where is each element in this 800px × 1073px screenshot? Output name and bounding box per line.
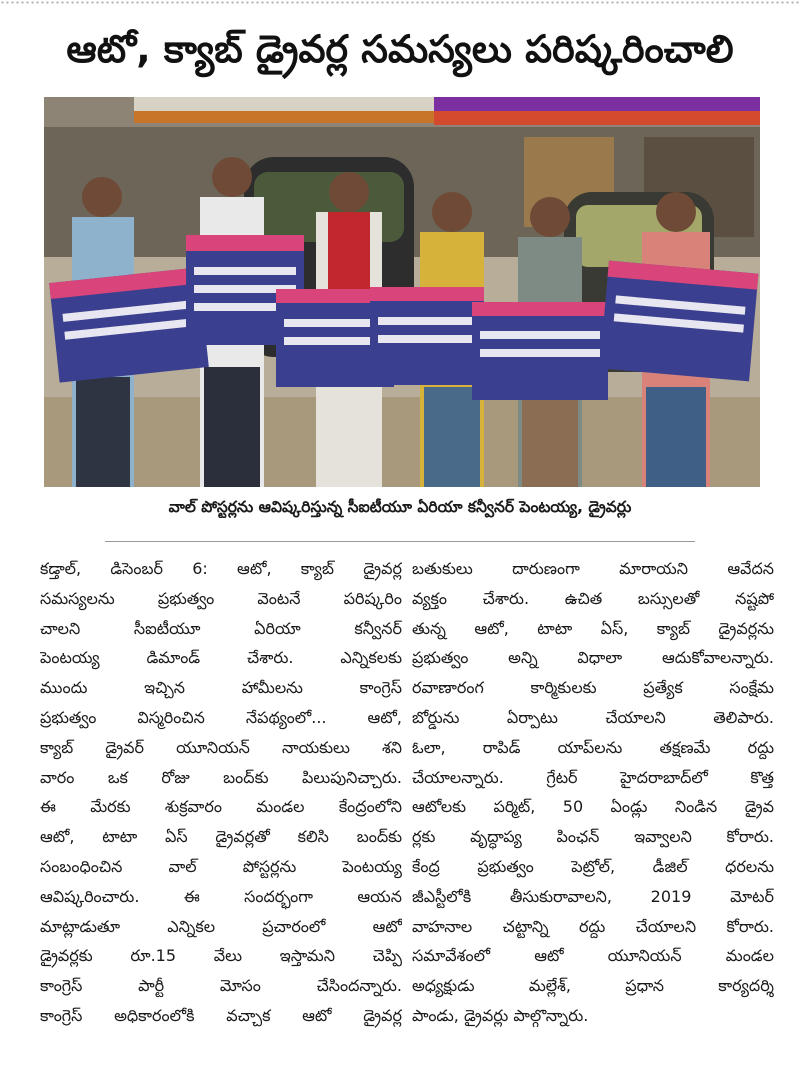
- article-column-right: [412, 554, 774, 1069]
- article-line: కేంద్ర ప్రభుత్వం పెట్రోల్, డీజిల్ ధరలను: [412, 856, 774, 876]
- article-line: వారం ఒక రోజు బంద్‌కు పిలుపునిచ్చారు.: [40, 767, 402, 787]
- article-line: క్యాబ్ డ్రైవర్ యూనియన్ నాయకులు శని: [40, 737, 402, 757]
- article-line: ప్రభుత్వం అన్ని విధాలా ఆదుకోవాలన్నారు.: [412, 648, 774, 668]
- news-photo: [44, 97, 760, 487]
- article-line: ఓలా, రాపిడ్ యాప్‌లను తక్షణమే రద్దు: [412, 737, 774, 757]
- article-line: ఈ మేరకు శుక్రవారం మండల కేంద్రంలోని: [40, 797, 402, 817]
- article-line: కాంగ్రెస్ పార్టీ మోసం చేసిందన్నారు.: [40, 976, 402, 996]
- article-line: జీఎస్టీలోకి తీసుకురావాలని, 2019 మోటర్: [412, 886, 774, 906]
- article-line: పాండు, డ్రైవర్లు పాల్గొన్నారు.: [412, 1005, 589, 1025]
- article-line: బోర్డును ఏర్పాటు చేయాలని తెలిపారు.: [412, 707, 774, 727]
- article-line: కాంగ్రెస్ అధికారంలోకి వచ్చాక ఆటో డ్రైవర్ల: [40, 1005, 402, 1025]
- article-line: ముందు ఇచ్చిన హామీలను కాంగ్రెస్: [40, 678, 402, 698]
- caption-divider: [105, 541, 695, 542]
- article-line: సమస్యలను ప్రభుత్వం వెంటనే పరిష్కరిం: [40, 588, 402, 608]
- article-line: సమావేశంలో ఆటో యూనియన్ మండల: [412, 946, 774, 966]
- article-line: కడ్తాల్, డిసెంబర్ 6: ఆటో, క్యాబ్ డ్రైవర్ల: [40, 559, 402, 578]
- top-dotted-rule: [0, 0, 800, 6]
- photo-caption: వాల్ పోస్టర్లను ఆవిష్కరిస్తున్న సీఐటీయూ ఏరియా కన్వీనర్ పెంటయ్య, డ్రైవర్లు: [168, 498, 632, 516]
- headline: ఆటో, క్యాబ్ డ్రైవర్ల సమస్యలు పరిష్కరించాలి: [66, 27, 734, 71]
- article-line: ఆటోలకు పర్మిట్, 50 ఏండ్లు నిండిన డ్రైవ: [412, 797, 774, 817]
- article-column-left: [40, 554, 402, 1069]
- article-line: సంబంధించిన వాల్ పోస్టర్లను పెంటయ్య: [40, 856, 402, 876]
- article-line: బతుకులు దారుణంగా మారాయని ఆవేదన: [412, 559, 774, 578]
- article-line: తున్న ఆటో, టాటా ఏస్, క్యాబ్ డ్రైవర్లను: [412, 618, 774, 638]
- article-line: అధ్యక్షుడు మల్లేశ్, ప్రధాన కార్యదర్శి: [412, 976, 774, 996]
- article-line: వాహనాల చట్టాన్ని రద్దు చేయాలని కోరారు.: [412, 916, 774, 936]
- article-line: రవాణారంగ కార్మికులకు ప్రత్యేక సంక్షేమ: [412, 678, 774, 698]
- article-line: వ్యక్తం చేశారు. ఉచిత బస్సులతో నష్టపో: [412, 588, 774, 608]
- article-line: చేయాలన్నారు. గ్రేటర్ హైదరాబాద్‌లో కొత్త: [412, 767, 774, 787]
- article-line: ర్లకు వృద్ధాప్య పింఛన్ ఇవ్వాలని కోరారు.: [412, 827, 774, 847]
- article-line: మాట్లాడుతూ ఎన్నికల ప్రచారంలో ఆటో: [40, 916, 402, 936]
- article-line: పెంటయ్య డిమాండ్ చేశారు. ఎన్నికలకు: [40, 648, 402, 668]
- article-line: డ్రైవర్లకు రూ.15 వేలు ఇస్తామని చెప్పి: [40, 946, 402, 966]
- article-line: చాలని సీఐటీయూ ఏరియా కన్వీనర్: [40, 618, 402, 638]
- article-line: ఆవిష్కరించారు. ఈ సందర్భంగా ఆయన: [40, 886, 402, 906]
- article-line: ప్రభుత్వం విస్మరించిన నేపథ్యంలో... ఆటో,: [40, 707, 402, 727]
- article-line: ఆటో, టాటా ఏస్ డ్రైవర్లతో కలిసి బంద్‌కు: [40, 827, 402, 847]
